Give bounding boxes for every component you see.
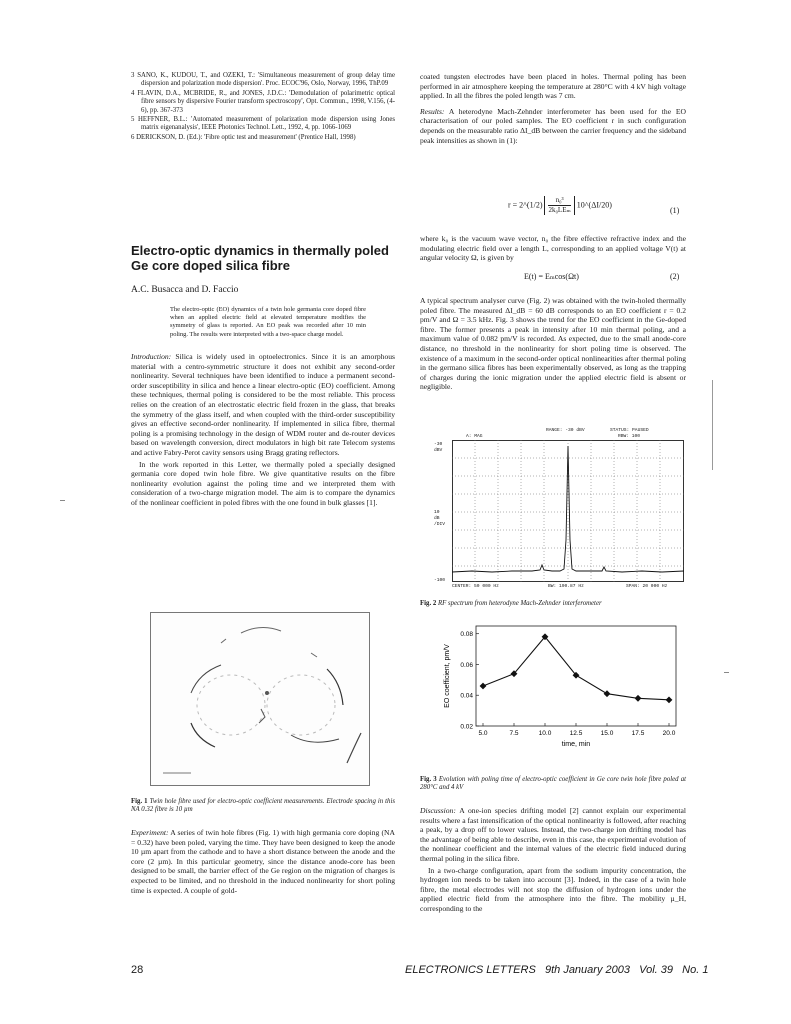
eq2-number: (2) (670, 272, 680, 281)
eq1-bracket (544, 196, 574, 215)
fig2-label: Fig. 2 (420, 600, 437, 607)
fig3-x-axis-label: time, min (561, 741, 591, 748)
reference-item: 5 HEFFNER, B.L.: 'Automated measurement of polarization mode dispersion using Jones matrix eigenanalysis', IEEE Photonics Technol. Lett., 1992, 4, pp. 1066-1069 (131, 116, 395, 132)
fig2-y-unit: dBV (434, 448, 443, 453)
fig2-caption-text: RF spectrum from heterodyne Mach-Zehnder interferometer (437, 600, 602, 607)
equation-2: E(t) = Eₘcos(Ωt) (524, 272, 579, 281)
article-authors: A.C. Busacca and D. Faccio (131, 285, 239, 295)
fig2-mag-label: A: MAG (466, 434, 483, 439)
introduction-heading: Introduction: (131, 352, 172, 361)
discussion-paragraph: A one-ion species drifting model [2] cannot explain our experimental results where a fast intensification of the optical nonlinearity is followed, after reaching a peak, by a drop off to lower values. Instead, the two-charge ion drifting model has the advantage of being able to describe, even in this case, the experimental evolution of the nonlinear coefficient and the internal values of the electric field induced during thermal poling in the silica fibre. (420, 806, 686, 863)
article-title: Electro-optic dynamics in thermally poled Ge core doped silica fibre (131, 243, 389, 273)
right-column-top (420, 72, 686, 147)
fig3-x-tick-label: 15.0 (600, 730, 614, 737)
discussion-paragraph: In a two-charge configuration, apart from the sodium impurity concentration, the hydrogen ion needs to be taken into account [3]. Indeed, in the case of a twin hole fibre, the metal electrodes will not stop the diffusion of hydrogen ions under the applied electric field from the atmosphere into the fibre. The mobility µ_H, corresponding to the (420, 865, 686, 913)
fig3-y-tick-label: 0.04 (460, 692, 473, 700)
experiment-heading: Experiment: (131, 828, 169, 837)
fig3-y-axis-label: EO coefficient, pm/V (444, 644, 451, 708)
page-number: 28 (131, 964, 144, 976)
discussion-section (420, 806, 686, 916)
fig3-y-tick-label: 0.08 (460, 631, 473, 639)
fig2-rbw-label: RBW: 100 (618, 434, 641, 439)
equation-1 (508, 196, 612, 215)
fig3-x-tick-label: 12.5 (569, 730, 583, 737)
fig3-caption-text: Evolution with poling time of electro-optic coefficient in Ge core twin hole fibre poled at 280°C and 4 kV (420, 776, 686, 792)
introduction-paragraph: Silica is widely used in optoelectronics. Since it is an amorphous material with a centro-symmetric structure it does not exhibit any second-order nonlinearity. Several techniques have been identified to induce a permanent second-order susceptibility in silica and hence a linear electro-optic (EO) coefficient. Among these techniques, thermal poling is considered to be the most reliable. This process relies on the creation of an electrostatic electric field frozen in the glass, that breaks the symmetry of the glass itself, and when coupled with the third-order susceptibility gives an effective second-order nonlinearity. If implemented in silica fibre, thermal poling is a promising technology in the design of WDM router and de-router devices based on wavelength conversion, direct modulators in high bit rate Telecom systems and active Fabry-Perot cavity sensors using Bragg grating reflectors. (131, 352, 395, 457)
fig3-x-tick-label: 10.0 (538, 730, 552, 737)
eq1-number: (1) (670, 206, 680, 215)
eq1-tail: 10^(ΔI/20) (576, 200, 612, 210)
experiment-section (131, 828, 395, 897)
fig1-caption (131, 798, 395, 815)
fig2-caption (420, 600, 686, 608)
fig2-center-label: CENTER: 50 000 Hz (452, 584, 499, 589)
fig2-y-scale-unit: dB (434, 516, 440, 521)
margin-rule (712, 380, 713, 470)
fig3-x-tick-label: 7.5 (509, 730, 519, 737)
reference-item: 4 FLAVIN, D.A., MCBRIDE, R., and JONES, J.D.C.: 'Demodulation of polarimetric optical fibre sensors by dispersive Fourier transform spectroscopy', Opt. Commun., 1998, V.156, (4-6), pp. 367-373 (131, 89, 395, 114)
fig2-y-top-value: -30 (434, 442, 443, 447)
article-abstract: The electro-optic (EO) dynamics of a twin hole germania core doped fibre when an applied electric field at elevated temperature modifies the symmetry of glass is reported. An EO peak was recorded after 10 min poling. The results were interpreted with a two-space charge model. (170, 306, 366, 338)
fig3-x-tick-label: 5.0 (478, 730, 488, 737)
results-paragraph-2: A typical spectrum analyser curve (Fig. 2) was obtained with the twin-holed thermally poled fibre. The measured ΔI_dB = 60 dB corresponds to an EO coefficient r = 0.2 pm/V and Ω = 3.5 kHz. Fig. 3 shows the trend for the EO coefficient in the Ge-doped fibre. The former presents a peak in intensity after 10 min thermal poling, and a maximum value of 0.082 pm/V is recorded. As expected, due to the small anode-core distance, no threshold in the nonlinearity for short poling time is observed. The existence of a maximum in the second-order optical nonlinearities after thermal poling in the germano silica fibres has been experimentally observed, as long as the trapping of charges during the ionic migration under the applied electric field is absent or negligible. (420, 296, 686, 392)
fig1-caption-text: Twin hole fibre used for electro-optic coefficient measurements. Electrode spacing in this NA 0.32 fibre is 10 µm (131, 798, 395, 814)
reference-item: 3 SANO, K., KUDOU, T., and OZEKI, T.: 'Simultaneous measurement of group delay time dispersion and polarization mode dispersion'. Proc. ECOC'96, Oslo, Norway, 1996, ThP.09 (131, 72, 395, 88)
reference-item: 6 DERICKSON, D. (Ed.): 'Fibre optic test and measurement' (Prentice Hall, 1998) (131, 133, 356, 141)
margin-tick (724, 672, 729, 673)
fig3-x-tick-label: 17.5 (631, 730, 645, 737)
introduction-section (131, 352, 395, 510)
margin-tick (60, 500, 65, 501)
eq1-numerator: n₀³ (555, 196, 564, 204)
experiment-paragraph: A series of twin hole fibres (Fig. 1) with high germania core doping (NA = 0.32) have been poled, varying the time. They have been designed to keep the anode 10 µm apart from the cathode and to have a short distance between the anode and the core (2 µm). In this particular geometry, since the distance anode-core has been designed to be small, the barrier effect of the Ge region on the migration of charges is expected to be limited, and no threshold in the induced nonlinearity for short poling time is expected. A couple of gold- (131, 828, 395, 895)
fig2-y-scale-value: 10 (434, 510, 440, 515)
poling-paragraph: coated tungsten electrodes have been placed in holes. Thermal poling has been performed in air atmosphere keeping the temperature at 280°C with 4 kV high voltage applied. In all the fibres the poled length was 7 cm. (420, 72, 686, 101)
fig3-chart (440, 622, 680, 750)
results-heading: Results: (420, 106, 445, 116)
fig1-image (150, 612, 370, 786)
fig3-label: Fig. 3 (420, 776, 437, 783)
fig3-y-tick-label: 0.06 (460, 661, 473, 669)
fig2-spectrum-plot (452, 440, 684, 582)
fig3-x-tick-label: 20.0 (662, 730, 676, 737)
eq1-lhs: r = 2^(1/2) (508, 200, 543, 210)
introduction-paragraph: In the work reported in this Letter, we thermally poled a specially designed germania core doped twin hole fibre. We give quantitative results on the fibre nonlinearity evolution against the poling time and we interpreted them with consideration of a two-charge migration model. The aim is to compare the dynamics of the nonlinear coefficient in poled fibres with the one found in bulk glasses [1]. (131, 459, 395, 507)
reference-list (131, 72, 395, 143)
fig2-span-label: SPAN: 20 000 Hz (626, 584, 668, 589)
fig2-y-bottom-value: -100 (434, 578, 446, 583)
discussion-heading: Discussion: (420, 806, 456, 815)
journal-footer: ELECTRONICS LETTERS 9th January 2003 Vol. 39 No. 1 (405, 964, 709, 976)
twin-hole-fibre-micrograph (151, 613, 369, 785)
fig2-status-label: STATUS: PAUSED (610, 428, 649, 433)
eq1-denominator: 2k₀LEₘ (548, 206, 571, 214)
fig1-label: Fig. 1 (131, 798, 148, 805)
results-paragraph: A heterodyne Mach-Zehnder interferometer has been used for the EO characterisation of our poled samples. The EO coefficient r in such configuration depends on the measurable ratio ΔI_dB between the carrier frequency and the sideband peak intensities as shown in (1): (420, 106, 687, 145)
eq1-fraction (548, 196, 570, 215)
fig2-figure (430, 428, 686, 590)
where-paragraph: where k₀ is the vacuum wave vector, n₀ the fibre effective refractive index and the modulating electric field over a length L, corresponding to an applied voltage V(t) at angular velocity Ω, is given by (420, 234, 686, 263)
fig2-bw-label: BW: 190.87 Hz (548, 584, 584, 589)
fig2-y-scale-div: /DIV (434, 522, 446, 527)
fig2-range-label: RANGE: -30 dBV (546, 428, 585, 433)
fig3-y-tick-label: 0.02 (460, 723, 473, 731)
fig3-caption (420, 776, 686, 793)
